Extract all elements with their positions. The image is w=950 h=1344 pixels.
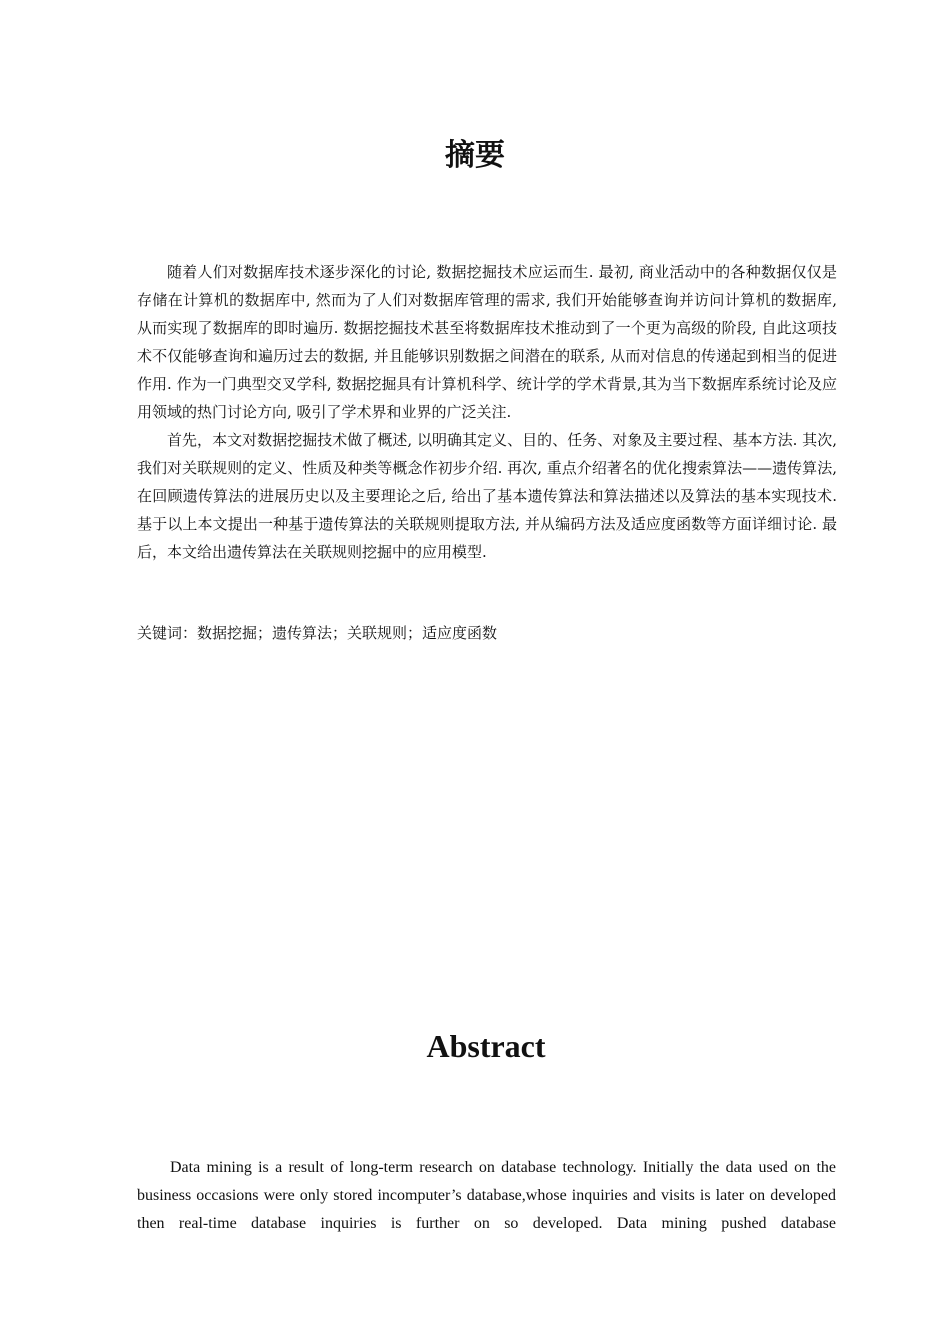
chinese-abstract-body (137, 258, 837, 566)
chinese-abstract-title: 摘要 (445, 138, 505, 173)
english-abstract-title: Abstract (426, 1028, 546, 1064)
chinese-keywords: 关键词：数据挖掘；遗传算法；关联规则；适应度函数 (137, 624, 498, 642)
english-abstract-paragraph: Data mining is a result of long-term research on database technology. Initially the data used on the business occasions were only stored incomputer’s database,whose inquiries and visits is later on developed then real-time database inquiries is further on so developed. Data mining pushed database (137, 1159, 836, 1232)
chinese-abstract-paragraph-1: 随着人们对数据库技术逐步深化的讨论, 数据挖掘技术应运而生. 最初, 商业活动中的各种数据仅仅是存储在计算机的数据库中, 然而为了人们对数据库管理的需求, 我们开始能够查询并访问计算机的数据库, 从而实现了数据库的即时遍历. 数据挖掘技术甚至将数据库技术推动到了一个更为高级的阶段, 自此这项技术不仅能够查询和遍历过去的数据, 并且能够识别数据之间潜在的联系, 从而对信息的传递起到相当的促进作用. 作为一门典型交叉学科, 数据挖掘具有计算机科学、统计学的学术背景,其为当下数据库系统讨论及应用领域的热门讨论方向, 吸引了学术界和业界的广泛关注. (137, 263, 837, 421)
chinese-abstract-paragraph-2: 首先，本文对数据挖掘技术做了概述, 以明确其定义、目的、任务、对象及主要过程、基本方法. 其次, 我们对关联规则的定义、性质及种类等概念作初步介绍. 再次, 重点介绍著名的优化搜索算法——遗传算法, 在回顾遗传算法的进展历史以及主要理论之后, 给出了基本遗传算法和算法描述以及算法的基本实现技术. 基于以上本文提出一种基于遗传算法的关联规则提取方法, 并从编码方法及适应度函数等方面详细讨论. 最后，本文给出遗传算法在关联规则挖掘中的应用模型. (137, 431, 837, 561)
